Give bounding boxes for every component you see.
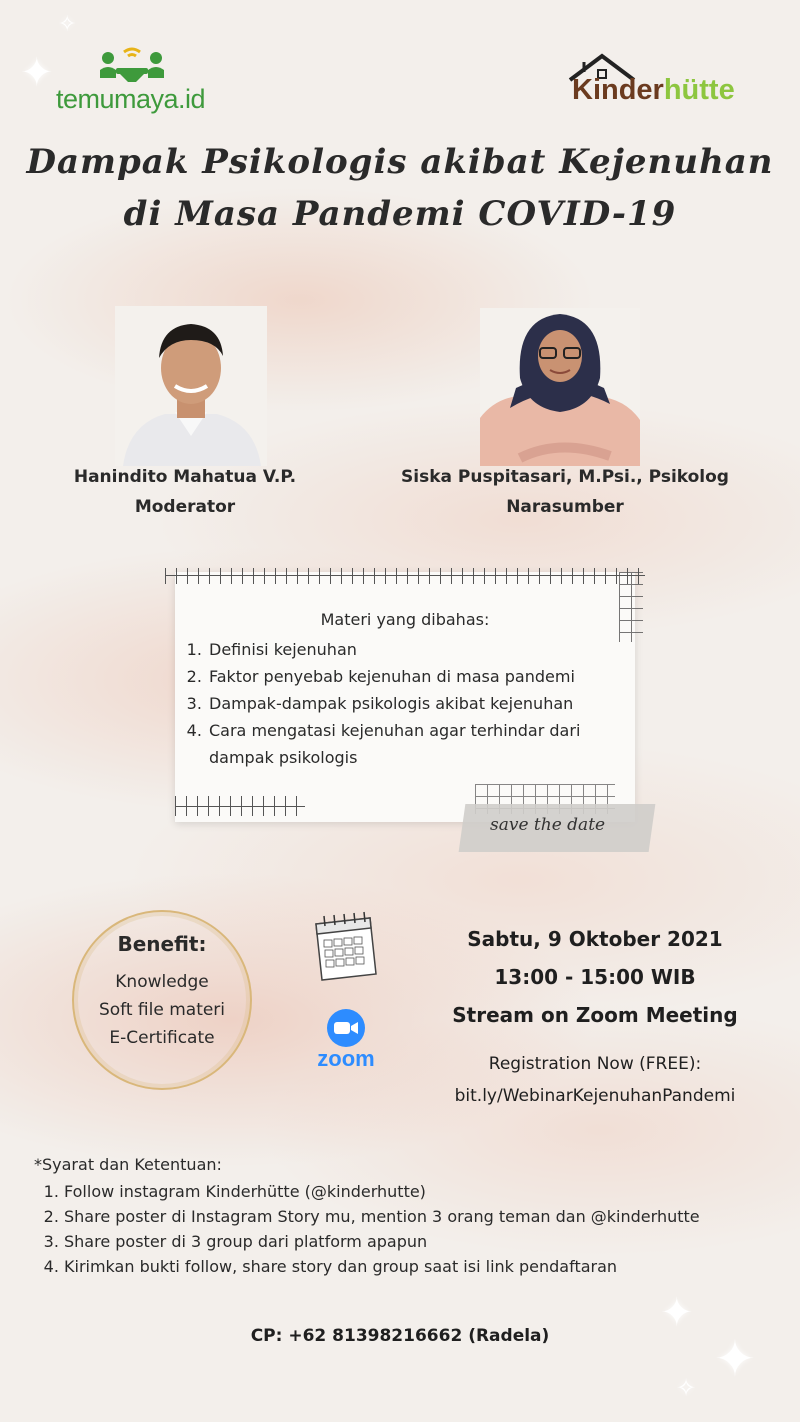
terms-item: 3. Share poster di 3 group dari platform apapun xyxy=(64,1229,794,1254)
narasumber-caption xyxy=(395,462,735,522)
calendar-icon xyxy=(310,910,380,986)
terms-list xyxy=(34,1179,794,1279)
materi-item: 4. Cara mengatasi kejenuhan agar terhindar dari dampak psikologis xyxy=(207,717,627,771)
hutte-text: hütte xyxy=(663,74,735,106)
contact-person: CP: +62 81398216662 (Radela) xyxy=(250,1326,550,1346)
moderator-caption xyxy=(40,462,330,522)
moderator-role: Moderator xyxy=(134,497,236,517)
benefit-list xyxy=(74,968,250,1052)
terms-item: 1. Follow instagram Kinderhütte (@kinderhutte) xyxy=(64,1179,794,1204)
event-platform: Stream on Zoom Meeting xyxy=(452,1003,738,1027)
materi-note-card xyxy=(175,572,635,822)
sparkle-icon: ✦ xyxy=(714,1330,756,1388)
sparkle-icon: ✧ xyxy=(58,12,77,37)
event-time: 13:00 - 15:00 WIB xyxy=(494,965,696,989)
benefit-badge xyxy=(72,910,252,1090)
sparkle-icon: ✧ xyxy=(676,1374,697,1402)
registration-block xyxy=(410,1048,780,1112)
title-line-1: Dampak Psikologis akibat Kejenuhan xyxy=(26,142,774,182)
poster-title xyxy=(0,136,800,240)
materi-item: 3. Dampak-dampak psikologis akibat kejenuhan xyxy=(207,690,627,717)
zoom-camera-icon xyxy=(306,1008,386,1048)
zoom-logo xyxy=(306,1008,386,1078)
zoom-wordmark: zoom xyxy=(317,1046,375,1071)
terms-heading: *Syarat dan Ketentuan: xyxy=(34,1155,222,1174)
grid-decoration xyxy=(175,796,305,816)
terms-item: 2. Share poster di Instagram Story mu, mention 3 orang teman dan @kinderhutte xyxy=(64,1204,794,1229)
benefit-heading: Benefit: xyxy=(117,932,207,956)
registration-label: Registration Now (FREE): xyxy=(488,1054,702,1074)
temumaya-mark-icon xyxy=(50,44,230,86)
narasumber-role: Narasumber xyxy=(506,497,624,517)
temumaya-wordmark: temumaya.id xyxy=(56,84,206,114)
benefit-item: Knowledge xyxy=(115,972,209,992)
narasumber-name: Siska Puspitasari, M.Psi., Psikolog xyxy=(401,467,729,487)
benefit-item: E-Certificate xyxy=(109,1028,215,1048)
save-the-date-text: save the date xyxy=(490,815,606,835)
materi-item: 2. Faktor penyebab kejenuhan di masa pandemi xyxy=(207,663,627,690)
grid-decoration xyxy=(619,572,643,642)
title-line-2: di Masa Pandemi COVID-19 xyxy=(123,194,677,234)
event-info xyxy=(410,920,780,1112)
sparkle-icon: ✦ xyxy=(660,1290,694,1336)
temumaya-logo xyxy=(50,44,230,114)
materi-list xyxy=(187,636,627,771)
kinder-text: Kinder xyxy=(572,74,664,106)
kinderhutte-logo xyxy=(560,46,760,116)
materi-item: 1. Definisi kejenuhan xyxy=(207,636,627,663)
event-date: Sabtu, 9 Oktober 2021 xyxy=(467,927,723,951)
benefit-item: Soft file materi xyxy=(98,1000,226,1020)
registration-link[interactable]: bit.ly/WebinarKejenuhanPandemi xyxy=(454,1086,736,1106)
terms-section xyxy=(34,1152,794,1279)
narasumber-photo xyxy=(480,308,640,466)
moderator-name: Hanindito Mahatua V.P. xyxy=(73,467,297,487)
kinderhutte-wordmark xyxy=(572,74,735,107)
moderator-photo xyxy=(115,306,267,466)
grid-decoration xyxy=(165,568,645,584)
materi-heading: Materi yang dibahas: xyxy=(320,610,490,629)
sparkle-icon: ✦ xyxy=(20,50,54,96)
terms-item: 4. Kirimkan bukti follow, share story dan group saat isi link pendaftaran xyxy=(64,1254,794,1279)
